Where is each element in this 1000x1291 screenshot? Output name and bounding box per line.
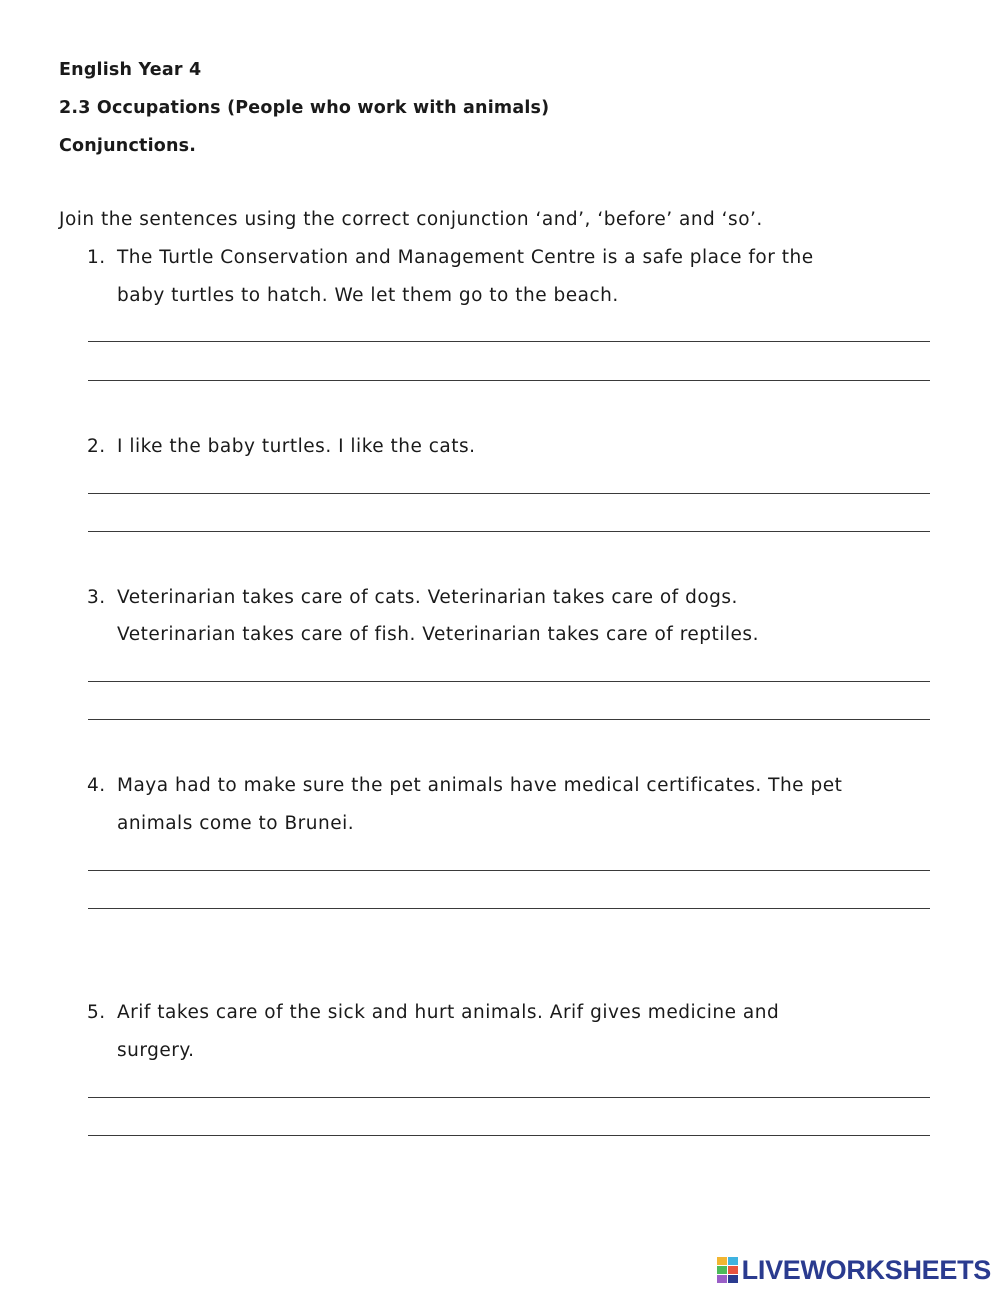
question-5-text-line-1: Arif takes care of the sick and hurt animals. Arif gives medicine and xyxy=(117,1002,780,1023)
question-3-answer-line-1[interactable] xyxy=(88,681,930,682)
question-4-text-line-2: animals come to Brunei. xyxy=(117,813,355,834)
question-1-number: 1. xyxy=(87,247,106,268)
question-4-answer-line-2[interactable] xyxy=(88,908,930,909)
worksheet-topic: 2.3 Occupations (People who work with animals) xyxy=(59,98,550,118)
liveworksheets-logo xyxy=(717,1255,991,1285)
liveworksheets-logo-icon xyxy=(717,1257,739,1283)
liveworksheets-logo-text: LIVEWORKSHEETS xyxy=(741,1254,991,1285)
question-2-number: 2. xyxy=(87,436,106,457)
question-3-text-line-2: Veterinarian takes care of fish. Veterinarian takes care of reptiles. xyxy=(117,624,759,645)
question-4-text-line-1: Maya had to make sure the pet animals have medical certificates. The pet xyxy=(117,775,843,796)
question-5-number: 5. xyxy=(87,1002,106,1023)
question-3-answer-line-2[interactable] xyxy=(88,719,930,720)
instruction-text: Join the sentences using the correct conjunction ‘and’, ‘before’ and ‘so’. xyxy=(59,209,763,230)
question-5-answer-line-2[interactable] xyxy=(88,1135,930,1136)
question-2-text-line-1: I like the baby turtles. I like the cats. xyxy=(117,436,476,457)
question-1-text-line-2: baby turtles to hatch. We let them go to the beach. xyxy=(117,285,619,306)
question-2-answer-line-2[interactable] xyxy=(88,531,930,532)
question-2-answer-line-1[interactable] xyxy=(88,493,930,494)
worksheet-subject: English Year 4 xyxy=(59,60,202,80)
question-1-text-line-1: The Turtle Conservation and Management Centre is a safe place for the xyxy=(117,247,814,268)
question-3-number: 3. xyxy=(87,587,106,608)
question-1-answer-line-2[interactable] xyxy=(88,380,930,381)
question-5-answer-line-1[interactable] xyxy=(88,1097,930,1098)
question-5-text-line-2: surgery. xyxy=(117,1040,195,1061)
question-4-number: 4. xyxy=(87,775,106,796)
question-4-answer-line-1[interactable] xyxy=(88,870,930,871)
question-3-text-line-1: Veterinarian takes care of cats. Veterinarian takes care of dogs. xyxy=(117,587,738,608)
question-1-answer-line-1[interactable] xyxy=(88,341,930,342)
worksheet-focus: Conjunctions. xyxy=(59,136,197,156)
